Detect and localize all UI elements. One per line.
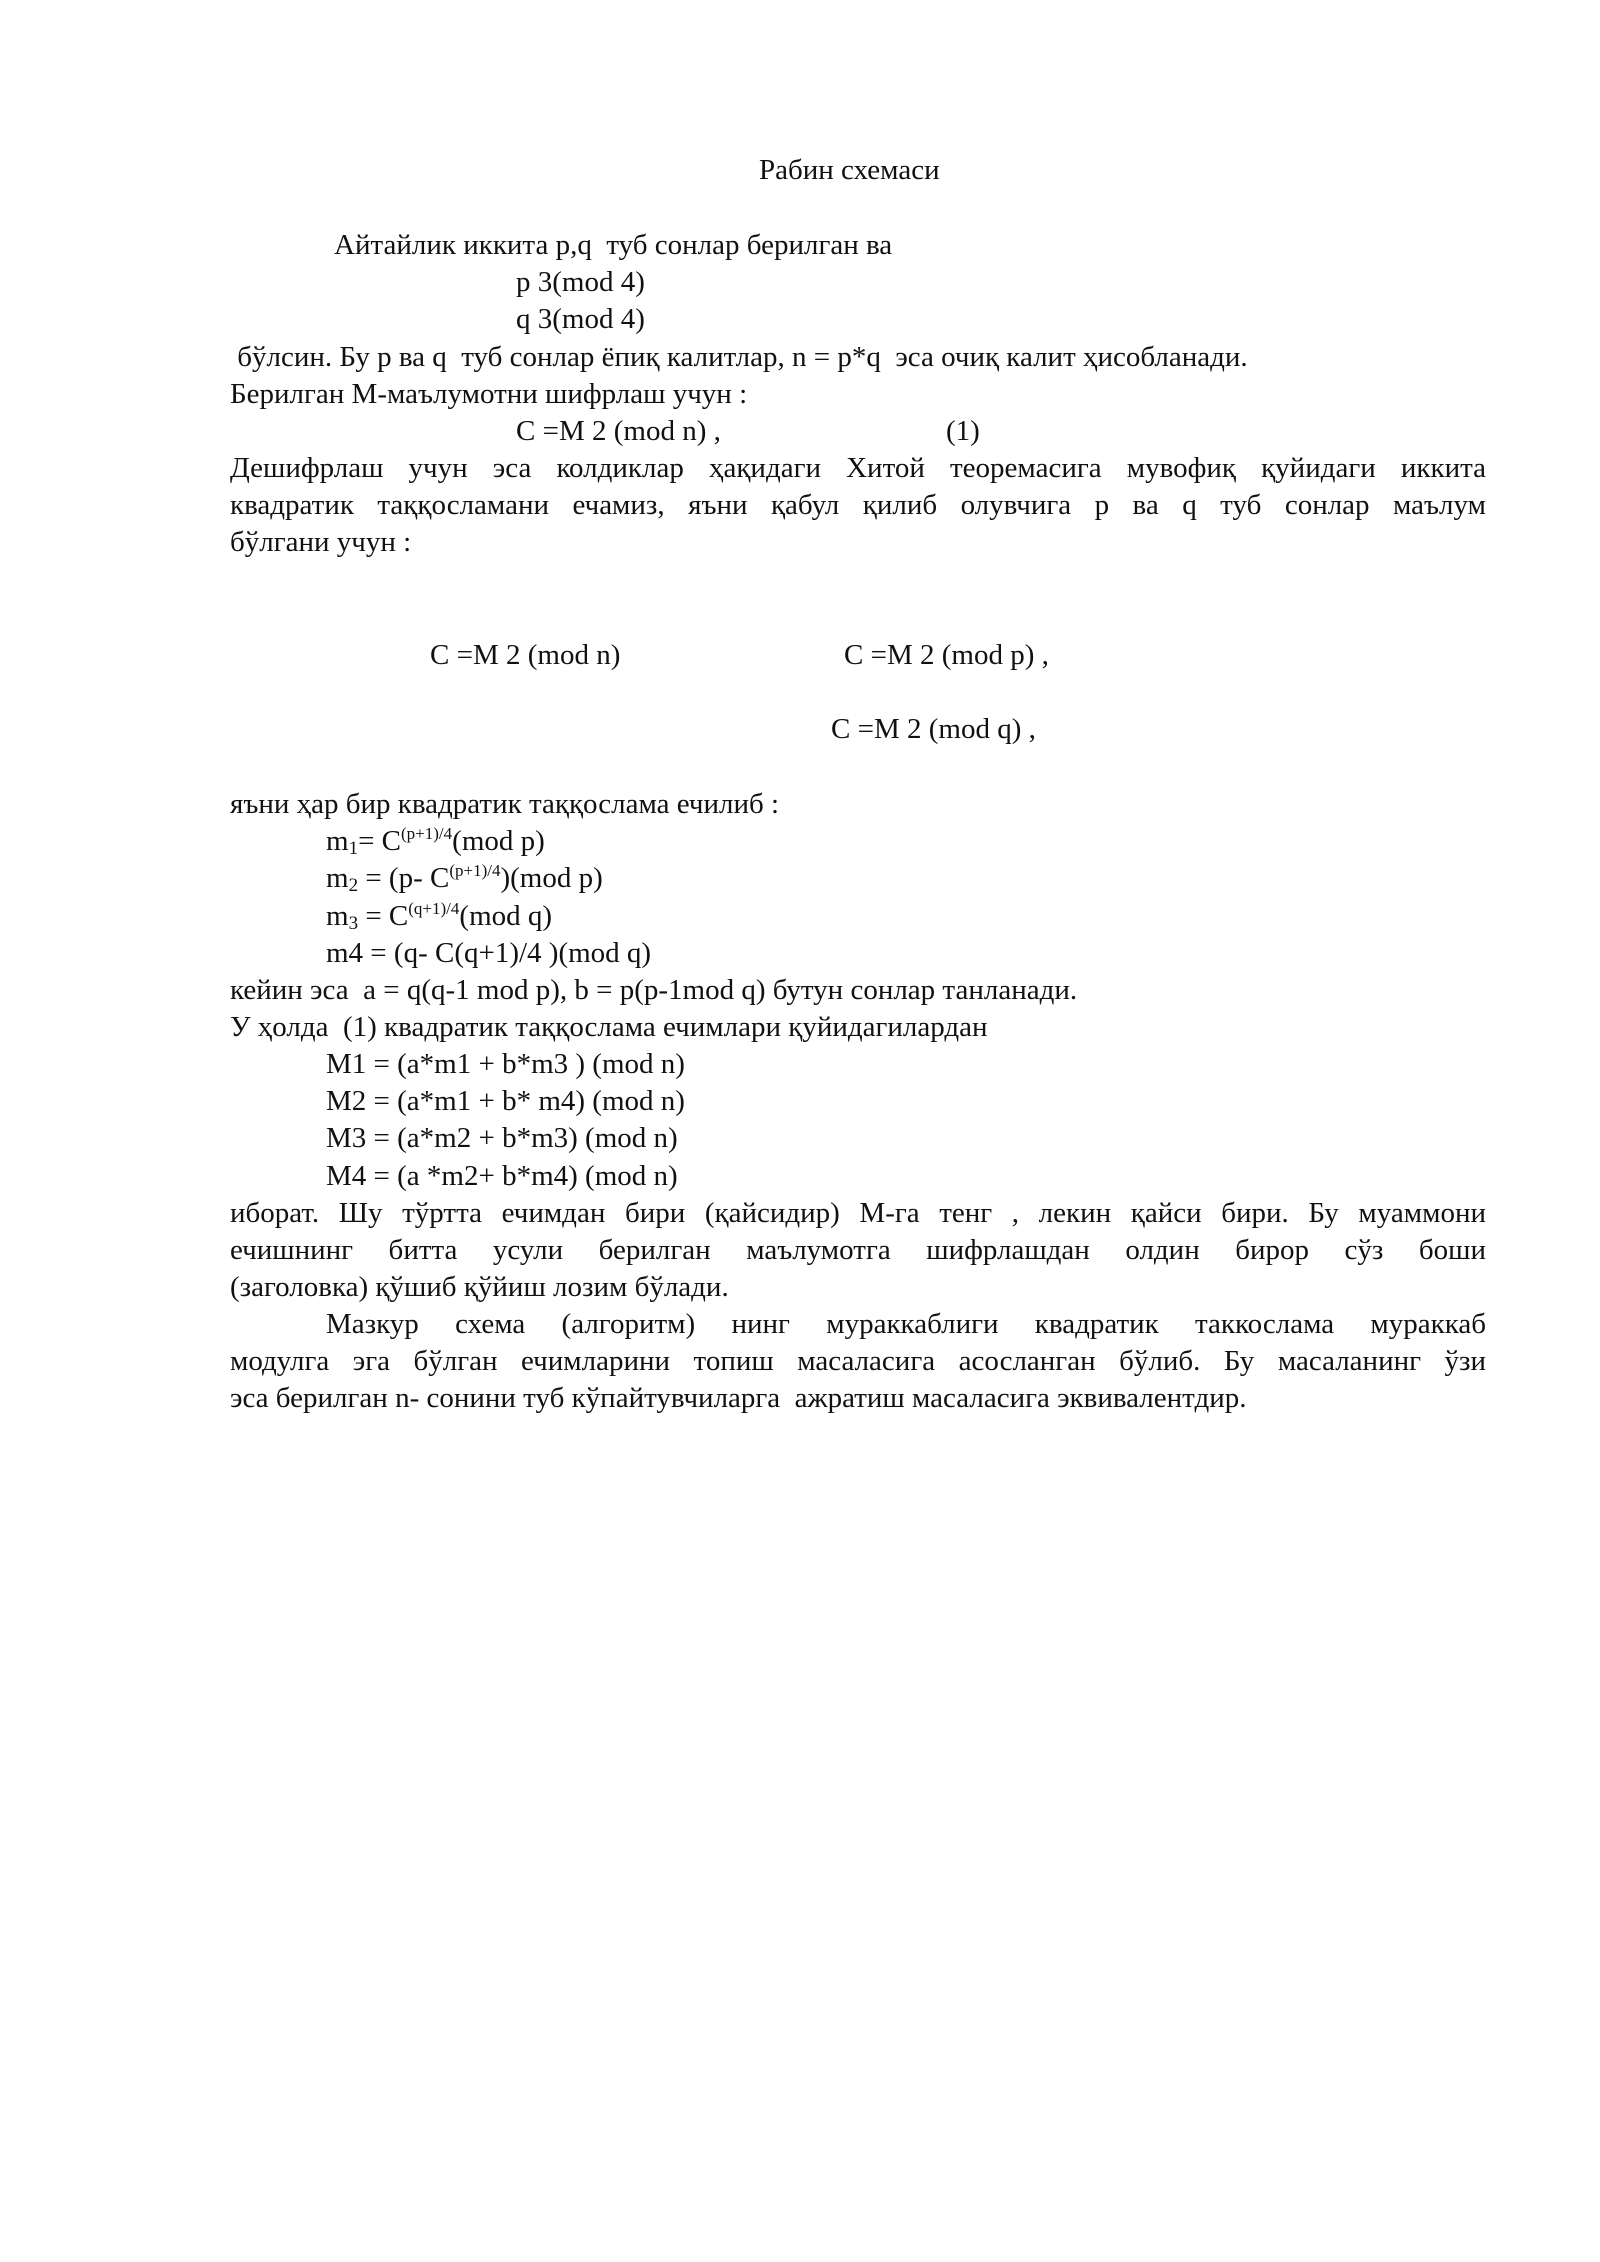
intro-line-3: Берилган М-маълумотни шифрлаш учун :	[230, 378, 748, 410]
conclusion-line-2: ечишнинг битта усули берилган маълумотга шифрлашдан олдин бирор сўз боши	[230, 1234, 1486, 1266]
decryption-line-1: Дешифрлаш учун эса колдиклар ҳақидаги Хитой теоремасига мувофиқ қуйидаги иккита	[230, 452, 1486, 484]
solution-m4: M4 = (a *m2+ b*m4) (mod n)	[326, 1160, 678, 1192]
equation-number: (1)	[946, 415, 980, 447]
root-m4: m4 = (q- C(q+1)/4 )(mod q)	[326, 937, 652, 969]
root-m3: $m_3 = C^{(q+1)/4}(mod$ q)	[326, 899, 553, 934]
solving-line: яъни ҳар бир квадратик таққослама ечилиб :	[230, 788, 780, 820]
condition-p: p 3(mod 4)	[516, 266, 645, 298]
final-line-3: эса берилган n- сонини туб кўпайтувчиларга ажратиш масаласига эквивалентдир.	[230, 1382, 1247, 1414]
conclusion-line-1: иборат. Шу тўртта ечимдан бири (қайсидир) М-га тенг , лекин қайси бири. Бу муаммони	[230, 1197, 1486, 1229]
solution-m2: M2 = (a*m1 + b* m4) (mod n)	[326, 1085, 685, 1117]
encryption-formula: С =М 2 (mod n) ,	[516, 415, 721, 447]
system-congruence-mod-p: С =М 2 (mod p) ,	[844, 639, 1049, 671]
final-line-2: модулга эга бўлган ечимларини топиш масаласига асосланган бўлиб. Бу масаланинг ўзи	[230, 1345, 1486, 1377]
system-left-congruence: С =М 2 (mod n)	[430, 639, 621, 671]
choose-line: кейин эса a = q(q-1 mod p), b = p(p-1mod q) бутун сонлар танланади.	[230, 974, 1078, 1006]
final-line-1: Мазкур схема (алгоритм) нинг мураккаблиги квадратик таккослама мураккаб	[326, 1308, 1486, 1340]
system-congruence-mod-q: С =М 2 (mod q) ,	[831, 713, 1036, 745]
decryption-line-3: бўлгани учун :	[230, 526, 412, 558]
conclusion-line-3: (заголовка) қўшиб қўйиш лозим бўлади.	[230, 1271, 729, 1303]
document-title: Рабин схемаси	[759, 154, 940, 186]
condition-q: q 3(mod 4)	[516, 303, 645, 335]
solution-m3: M3 = (a*m2 + b*m3) (mod n)	[326, 1122, 678, 1154]
solutions-intro: У ҳолда (1) квадратик таққослама ечимлари қуйидагилардан	[230, 1011, 988, 1043]
intro-line-1: Айтайлик иккита p,q туб сонлар берилган ва	[334, 229, 893, 261]
root-m2: $m_2 = (p-$ $C^{(p+1)/4})(mod$ p)	[326, 861, 603, 896]
decryption-line-2: квадратик таққосламани ечамиз, яъни қабул қилиб олувчига p ва q туб сонлар маълум	[230, 489, 1486, 521]
root-m1: $m_1= C^{(p+1)/4}(mod$ p)	[326, 824, 545, 859]
solution-m1: M1 = (a*m1 + b*m3 ) (mod n)	[326, 1048, 685, 1080]
intro-line-2: бўлсин. Бу p ва q туб сонлар ёпиқ калитлар, n = p*q эса очиқ калит ҳисобланади.	[230, 341, 1248, 373]
